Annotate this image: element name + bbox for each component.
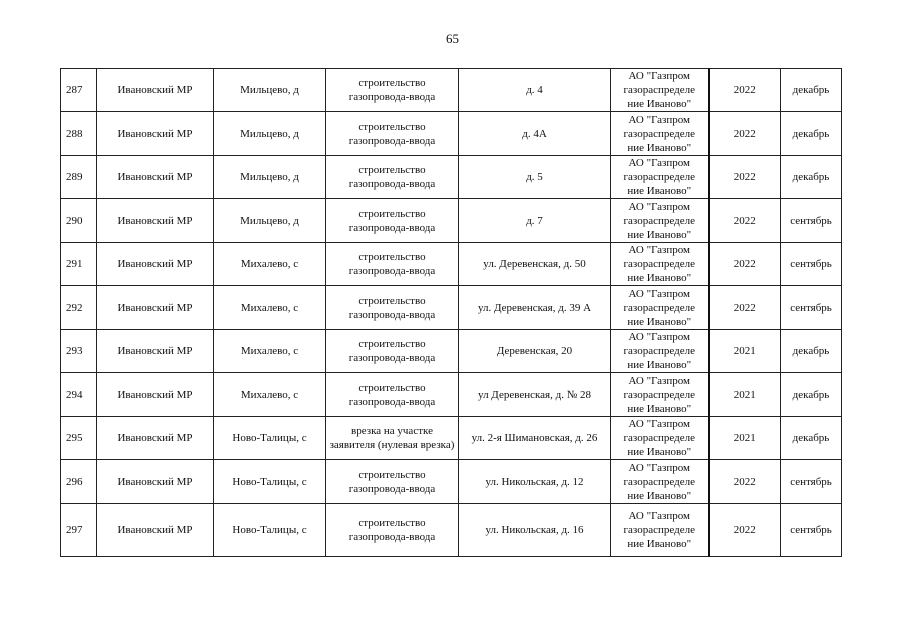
row-number: 295 (61, 417, 97, 460)
contractor-cell: АО "Газпром газораспределе ние Иваново" (611, 417, 709, 460)
contractor-cell: АО "Газпром газораспределе ние Иваново" (611, 156, 709, 199)
work-type-cell: строительство газопровода-ввода (326, 504, 459, 557)
month-cell: декабрь (781, 373, 842, 417)
row-number: 292 (61, 286, 97, 330)
district-cell: Ивановский МР (97, 373, 214, 417)
address-cell: ул. Деревенская, д. 39 А (459, 286, 611, 330)
settlement-cell: Ново-Талицы, с (214, 417, 326, 460)
settlement-cell: Михалево, с (214, 286, 326, 330)
district-cell: Ивановский МР (97, 69, 214, 112)
row-number: 294 (61, 373, 97, 417)
year-cell: 2022 (709, 69, 781, 112)
district-cell: Ивановский МР (97, 330, 214, 373)
contractor-cell: АО "Газпром газораспределе ние Иваново" (611, 112, 709, 156)
contractor-cell: АО "Газпром газораспределе ние Иваново" (611, 460, 709, 504)
work-type-cell: строительство газопровода-ввода (326, 460, 459, 504)
settlement-cell: Михалево, с (214, 243, 326, 286)
gasification-table (60, 68, 842, 557)
address-cell: Деревенская, 20 (459, 330, 611, 373)
month-cell: декабрь (781, 156, 842, 199)
row-number: 293 (61, 330, 97, 373)
table-row (61, 69, 842, 112)
district-cell: Ивановский МР (97, 112, 214, 156)
month-cell: сентябрь (781, 243, 842, 286)
year-cell: 2022 (709, 286, 781, 330)
page-number: 65 (446, 31, 459, 46)
table-row (61, 112, 842, 156)
year-cell: 2022 (709, 156, 781, 199)
contractor-cell: АО "Газпром газораспределе ние Иваново" (611, 373, 709, 417)
table-row (61, 156, 842, 199)
address-cell: д. 7 (459, 199, 611, 243)
table-row (61, 417, 842, 460)
row-number: 291 (61, 243, 97, 286)
contractor-cell: АО "Газпром газораспределе ние Иваново" (611, 504, 709, 557)
settlement-cell: Ново-Талицы, с (214, 460, 326, 504)
row-number: 290 (61, 199, 97, 243)
work-type-cell: строительство газопровода-ввода (326, 112, 459, 156)
contractor-cell: АО "Газпром газораспределе ние Иваново" (611, 243, 709, 286)
table-row (61, 460, 842, 504)
year-cell: 2022 (709, 112, 781, 156)
settlement-cell: Мильцево, д (214, 199, 326, 243)
district-cell: Ивановский МР (97, 286, 214, 330)
district-cell: Ивановский МР (97, 243, 214, 286)
month-cell: сентябрь (781, 504, 842, 557)
year-cell: 2022 (709, 243, 781, 286)
row-number: 297 (61, 504, 97, 557)
work-type-cell: строительство газопровода-ввода (326, 243, 459, 286)
settlement-cell: Мильцево, д (214, 156, 326, 199)
work-type-cell: врезка на участке заявителя (нулевая врезка) (326, 417, 459, 460)
contractor-cell: АО "Газпром газораспределе ние Иваново" (611, 330, 709, 373)
work-type-cell: строительство газопровода-ввода (326, 330, 459, 373)
district-cell: Ивановский МР (97, 504, 214, 557)
contractor-cell: АО "Газпром газораспределе ние Иваново" (611, 69, 709, 112)
work-type-cell: строительство газопровода-ввода (326, 69, 459, 112)
district-cell: Ивановский МР (97, 199, 214, 243)
table-row (61, 286, 842, 330)
work-type-cell: строительство газопровода-ввода (326, 373, 459, 417)
table-row (61, 199, 842, 243)
settlement-cell: Мильцево, д (214, 69, 326, 112)
address-cell: ул. 2-я Шимановская, д. 26 (459, 417, 611, 460)
district-cell: Ивановский МР (97, 156, 214, 199)
address-cell: ул. Деревенская, д. 50 (459, 243, 611, 286)
row-number: 289 (61, 156, 97, 199)
settlement-cell: Михалево, с (214, 373, 326, 417)
district-cell: Ивановский МР (97, 417, 214, 460)
contractor-cell: АО "Газпром газораспределе ние Иваново" (611, 199, 709, 243)
month-cell: декабрь (781, 69, 842, 112)
settlement-cell: Мильцево, д (214, 112, 326, 156)
month-cell: сентябрь (781, 199, 842, 243)
table-row (61, 373, 842, 417)
row-number: 288 (61, 112, 97, 156)
month-cell: декабрь (781, 417, 842, 460)
year-cell: 2021 (709, 330, 781, 373)
contractor-cell: АО "Газпром газораспределе ние Иваново" (611, 286, 709, 330)
month-cell: декабрь (781, 112, 842, 156)
table-row (61, 504, 842, 557)
year-cell: 2021 (709, 417, 781, 460)
year-cell: 2022 (709, 460, 781, 504)
address-cell: д. 5 (459, 156, 611, 199)
address-cell: ул Деревенская, д. № 28 (459, 373, 611, 417)
row-number: 287 (61, 69, 97, 112)
settlement-cell: Ново-Талицы, с (214, 504, 326, 557)
address-cell: д. 4А (459, 112, 611, 156)
work-type-cell: строительство газопровода-ввода (326, 199, 459, 243)
work-type-cell: строительство газопровода-ввода (326, 156, 459, 199)
address-cell: д. 4 (459, 69, 611, 112)
month-cell: декабрь (781, 330, 842, 373)
table-row (61, 330, 842, 373)
row-number: 296 (61, 460, 97, 504)
settlement-cell: Михалево, с (214, 330, 326, 373)
year-cell: 2022 (709, 504, 781, 557)
year-cell: 2022 (709, 199, 781, 243)
table-row (61, 243, 842, 286)
month-cell: сентябрь (781, 460, 842, 504)
month-cell: сентябрь (781, 286, 842, 330)
year-cell: 2021 (709, 373, 781, 417)
address-cell: ул. Никольская, д. 12 (459, 460, 611, 504)
work-type-cell: строительство газопровода-ввода (326, 286, 459, 330)
address-cell: ул. Никольская, д. 16 (459, 504, 611, 557)
district-cell: Ивановский МР (97, 460, 214, 504)
